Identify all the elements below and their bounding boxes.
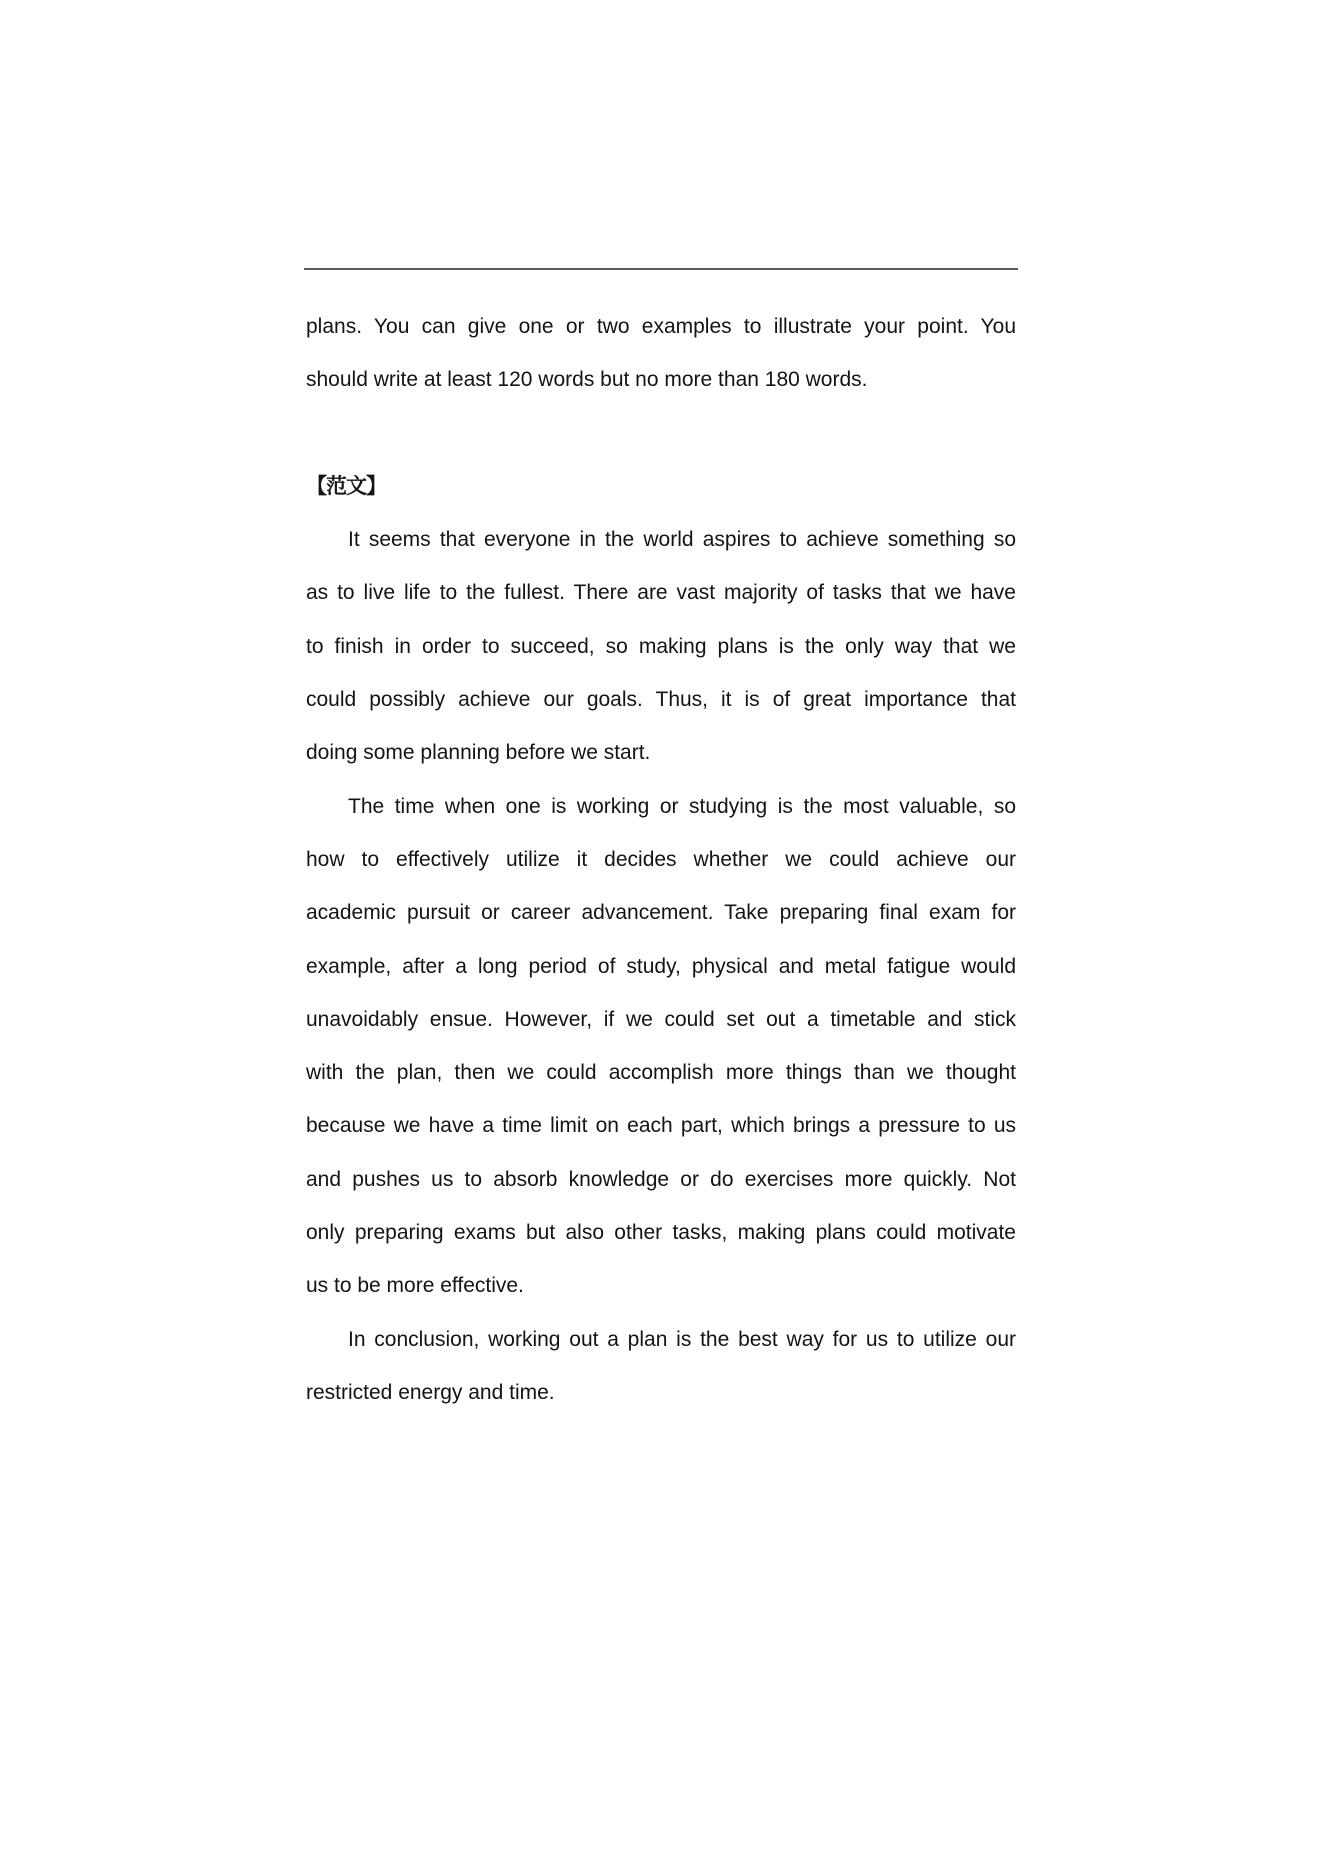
text-line: The time when one is working or studying is the most valuable, so	[348, 794, 1016, 818]
text-line: us to be more effective.	[306, 1274, 524, 1298]
paragraph-3	[306, 1313, 1016, 1420]
text-line: to finish in order to succeed, so making plans is the only way that we	[306, 634, 1016, 658]
text-line: how to effectively utilize it decides whether we could achieve our	[306, 847, 1016, 871]
text-line: restricted energy and time.	[306, 1380, 555, 1404]
text-line: could possibly achieve our goals. Thus, it is of great importance that	[306, 688, 1016, 712]
text-line: should write at least 120 words but no more than 180 words.	[306, 368, 868, 392]
text-line: and pushes us to absorb knowledge or do exercises more quickly. Not	[306, 1167, 1016, 1191]
text-line: plans. You can give one or two examples to illustrate your point. You	[306, 315, 1016, 338]
paragraph-2	[306, 780, 1016, 1313]
paragraph-1	[306, 513, 1016, 779]
section-heading: 【范文】	[306, 474, 386, 498]
text-line: doing some planning before we start.	[306, 741, 651, 765]
text-line: It seems that everyone in the world aspires to achieve something so	[348, 528, 1016, 552]
text-line: only preparing exams but also other tasks, making plans could motivate	[306, 1221, 1016, 1245]
intro-paragraph	[306, 300, 1016, 407]
text-line: as to live life to the fullest. There are vast majority of tasks that we have	[306, 581, 1016, 605]
text-line: example, after a long period of study, physical and metal fatigue would	[306, 954, 1016, 978]
text-line: because we have a time limit on each part, which brings a pressure to us	[306, 1114, 1016, 1138]
text-line: academic pursuit or career advancement. Take preparing final exam for	[306, 901, 1016, 925]
header-rule	[304, 268, 1018, 270]
text-line: unavoidably ensue. However, if we could set out a timetable and stick	[306, 1007, 1016, 1031]
text-line: with the plan, then we could accomplish more things than we thought	[306, 1061, 1016, 1085]
text-line: In conclusion, working out a plan is the best way for us to utilize our	[348, 1327, 1016, 1351]
document-body	[306, 300, 1016, 1419]
